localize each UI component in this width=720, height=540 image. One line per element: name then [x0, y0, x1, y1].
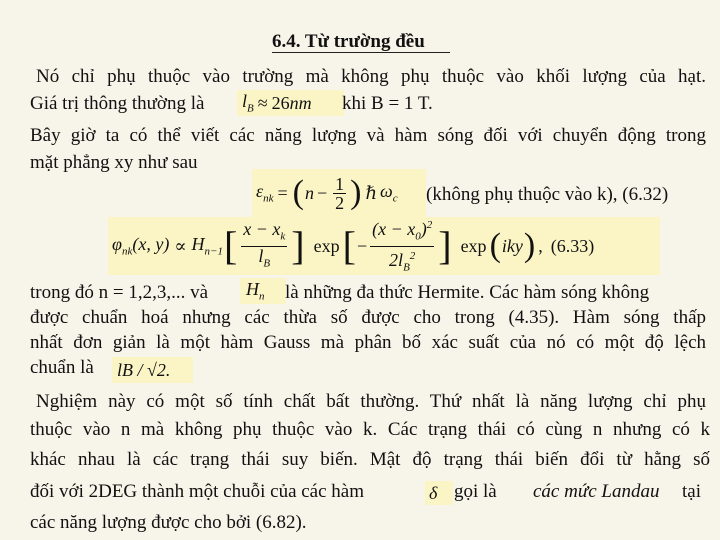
eq-6-33-label: (6.33) [550, 235, 595, 256]
equation-6-33: $\varphi_{nk}(x$, y) ∝ $H_{n-1}$ [ $\frac{x - x_k}{l_B}$ ] exp [ − $\frac{(x - x_0)^2}{2l_B^2}$ ] exp ( iky ) , (6.33) [108, 217, 660, 275]
para3-line3: nhất đơn giản là một hàm Gauss mà phân bố xác suất của nó có một độ lệch [30, 332, 706, 353]
formula-delta: δ [425, 481, 453, 505]
para1-line2-end: khi B = 1 T. [342, 93, 433, 114]
para4-line3: khác nhau là các trạng thái suy biến. Mật độ trạng thái biến đổi từ hằng số [30, 449, 710, 470]
eq-6-32-note: (không phụ thuộc vào k), (6.32) [426, 184, 669, 205]
para3-line1-b: là những đa thức Hermite. Các hàm sóng không [285, 282, 650, 303]
para1-line2-start: Giá trị thông thường là [30, 93, 205, 114]
title-underline [272, 52, 450, 53]
para3-line1-a: trong đó n = 1,2,3,... và [30, 282, 209, 303]
para4-line4-b: gọi là [454, 481, 497, 502]
para4-line4-c: tại [682, 481, 701, 502]
formula-hn: $H_n$ [240, 278, 286, 304]
formula-std-dev: lB / √2. [112, 357, 193, 383]
equation-6-32: $\varepsilon_{nk}$ = ( n − $\frac{1}{2}$ ) ℏ $\omega_c$ [252, 169, 426, 217]
para3-line2: được chuẩn hoá nhưng các thừa số được cho trong (4.35). Hàm sóng thấp [30, 307, 706, 328]
para4-line1: Nghiệm này có một số tính chất bất thường. Thứ nhất là năng lượng chỉ phụ [36, 391, 706, 412]
formula-lb-approx: $l_B$ ≈ 26 nm [237, 90, 344, 116]
landau-levels-term: các mức Landau [533, 481, 660, 502]
para2-line2: mặt phẳng xy như sau [30, 152, 198, 173]
para1-line1: Nó chỉ phụ thuộc vào trường mà không phụ thuộc vào khối lượng của hạt. [36, 66, 706, 87]
para3-line4-a: chuẩn là [30, 357, 94, 378]
para4-line5: các năng lượng được cho bởi (6.82). [30, 512, 307, 533]
page-title: 6.4. Từ trường đều [272, 31, 425, 52]
para4-line4-a: đối với 2DEG thành một chuỗi của các hàm [30, 481, 365, 502]
para4-line2: thuộc vào n mà không phụ thuộc vào k. Các trạng thái có cùng n nhưng có k [30, 419, 710, 440]
para2-line1: Bây giờ ta có thể viết các năng lượng và hàm sóng đối với chuyển động trong [30, 125, 706, 146]
